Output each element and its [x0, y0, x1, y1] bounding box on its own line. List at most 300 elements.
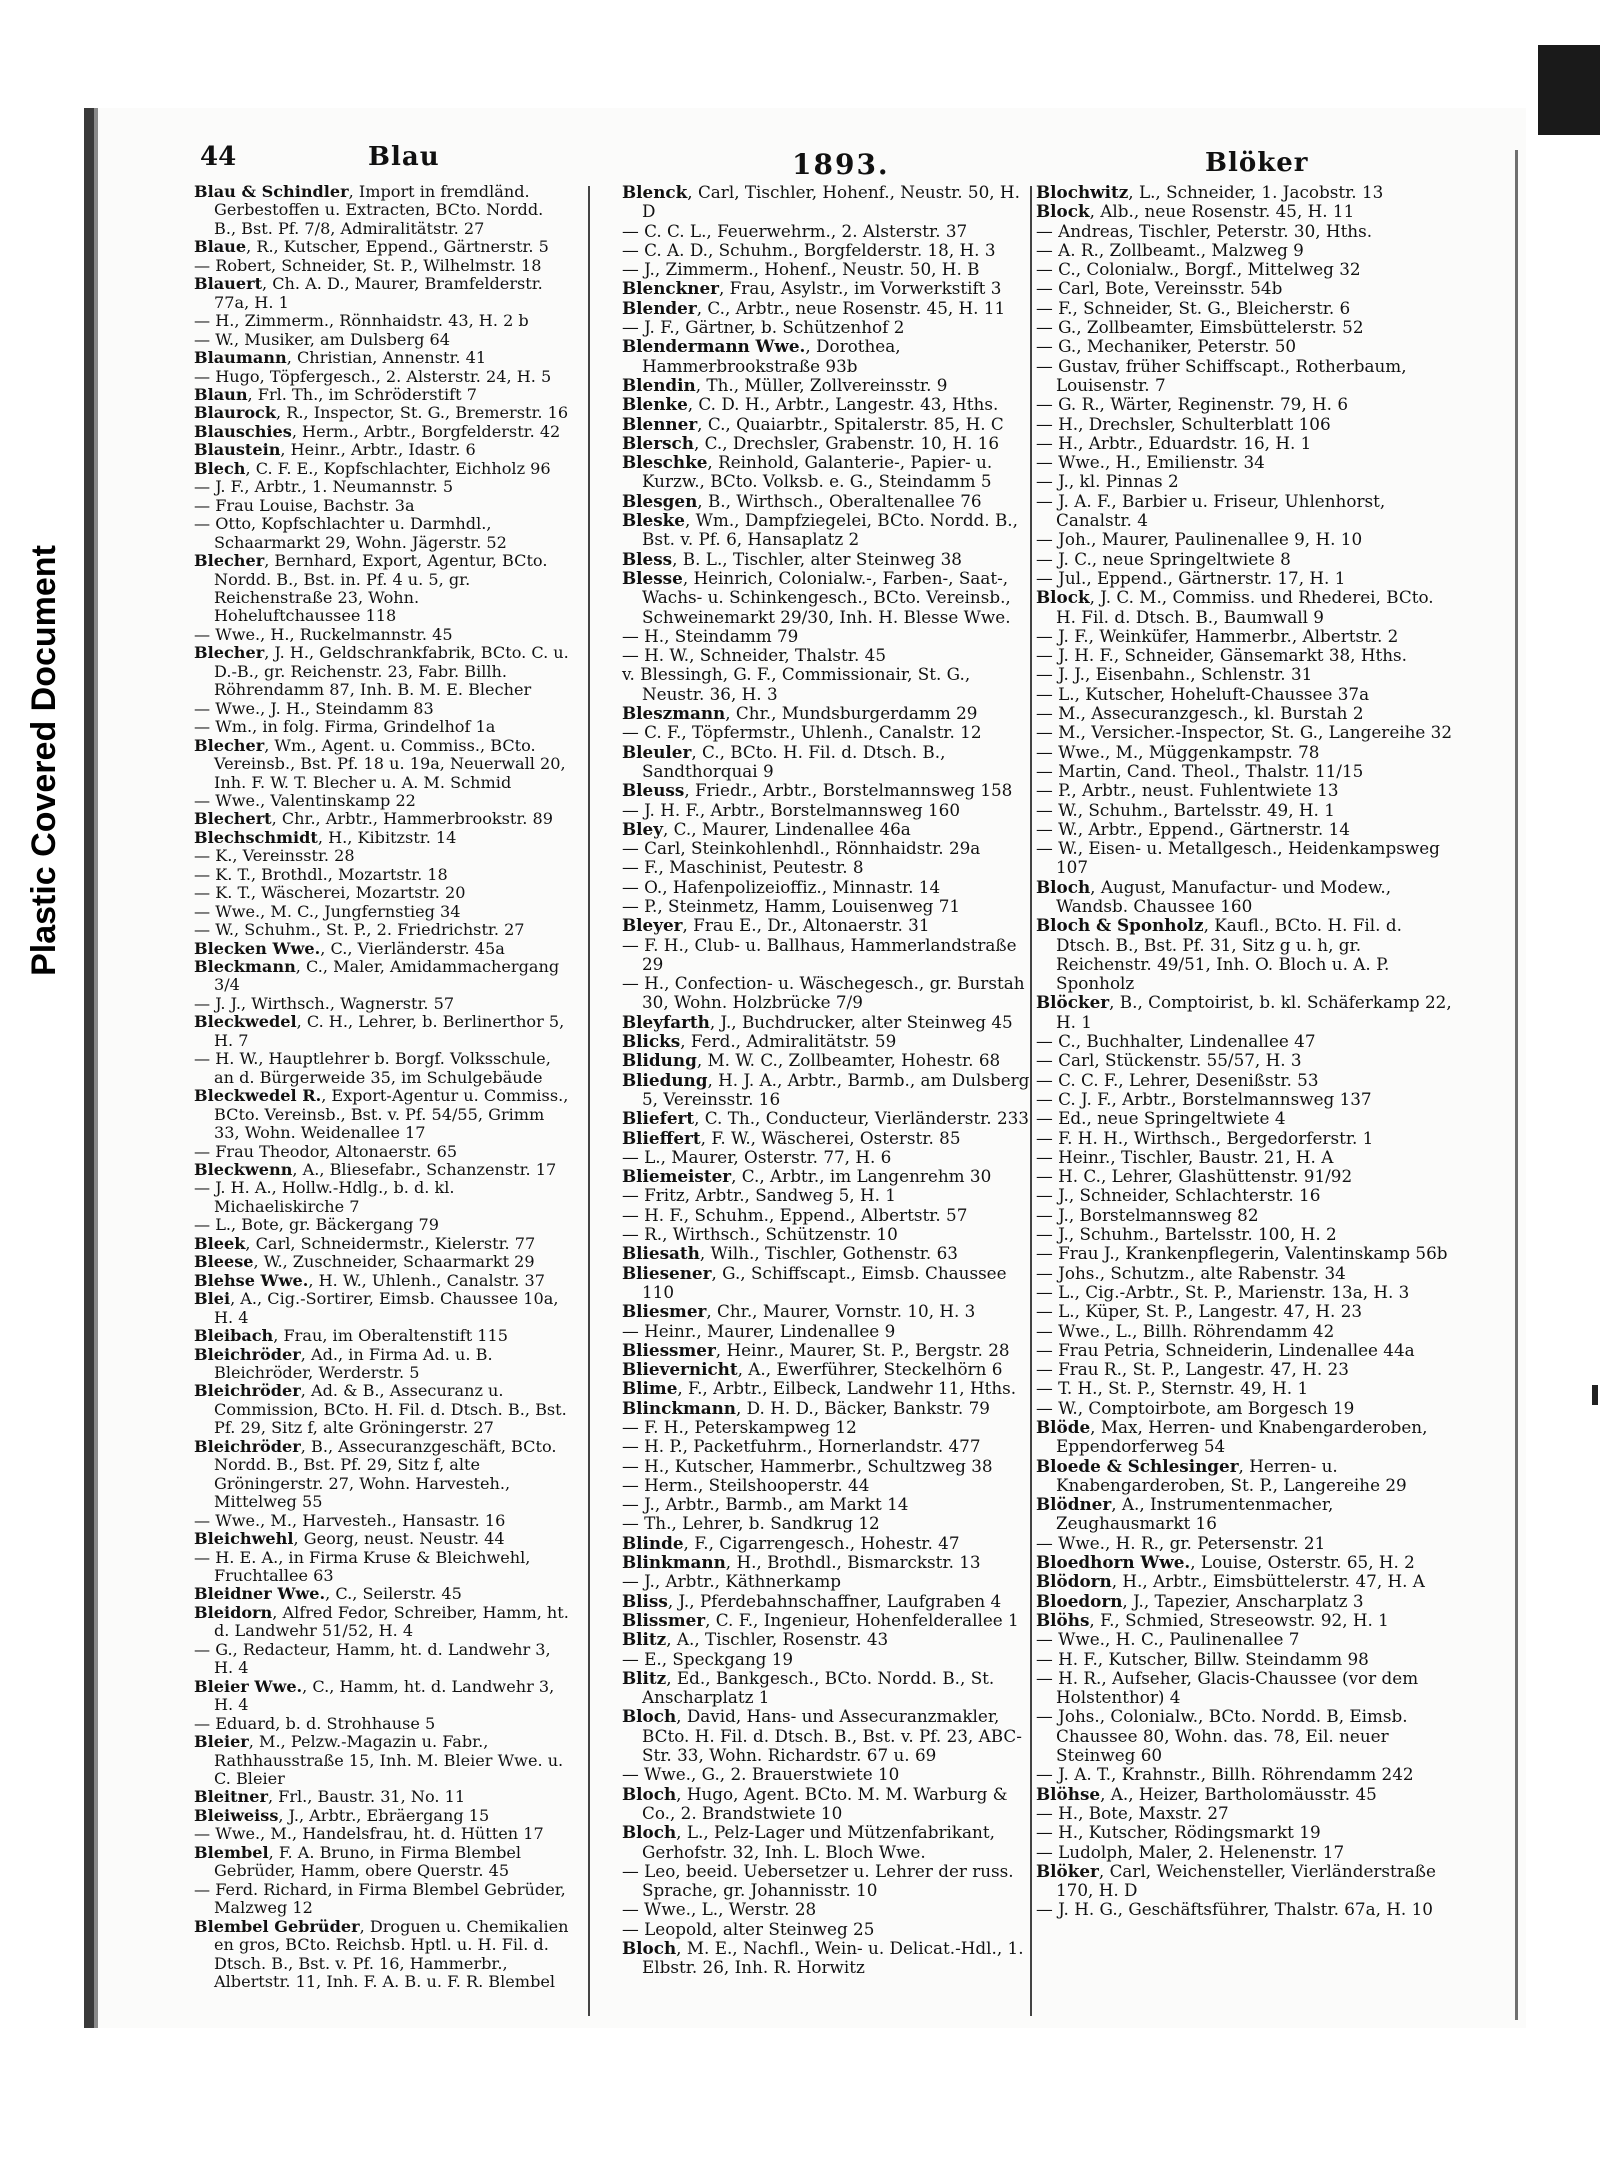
- directory-entry: Bloedhorn Wwe., Louise, Osterstr. 65, H. 2: [1036, 1552, 1415, 1573]
- entry-name: Blochwitz: [1036, 182, 1129, 202]
- directory-entry: Blöhs, F., Schmied, Streseowstr. 92, H. 1: [1036, 1609, 1389, 1630]
- directory-entry: Blecher, Wm., Agent. u. Commiss., BCto. Vereinsb., Bst. Pf. 18 u. 19a, Neuerwall 20, Inh. F. W. T. Blecher u. A. M. Schmid: [194, 735, 566, 792]
- directory-entry: Bloch, Hugo, Agent. BCto. M. M. Warburg & Co., 2. Brandstwiete 10: [622, 1783, 1008, 1823]
- directory-entry: — J. A. T., Krahnstr., Billh. Röhrendamm 242: [1036, 1764, 1414, 1785]
- right-running-head: Blöker: [1205, 148, 1309, 178]
- entry-name: Blöde: [1036, 1417, 1091, 1437]
- directory-entry: — F. H. H., Wirthsch., Bergedorferstr. 1: [1036, 1127, 1374, 1148]
- directory-entry: — G. R., Wärter, Reginenstr. 79, H. 6: [1036, 394, 1348, 415]
- directory-entry: — Johs., Colonialw., BCto. Nordd. B, Eimsb. Chaussee 80, Wohn. das. 78, Eil. neuer Steinweg 60: [1036, 1706, 1408, 1766]
- directory-entry: — C. A. D., Schuhm., Borgfelderstr. 18, H. 3: [622, 239, 996, 260]
- entry-name: Blaumann: [194, 348, 287, 368]
- directory-entry: v. Blessingh, G. F., Commissionair, St. G., Neustr. 36, H. 3: [622, 664, 971, 704]
- directory-entry: Bleichwehl, Georg, neust. Neustr. 44: [194, 1529, 505, 1549]
- entry-name: Bleidorn: [194, 1602, 273, 1622]
- directory-entry: Blender, C., Arbtr., neue Rosenstr. 45, H. 11: [622, 297, 1006, 318]
- directory-entry: — F., Schneider, St. G., Bleicherstr. 6: [1036, 297, 1351, 318]
- directory-entry: — Wwe., L., Werstr. 28: [622, 1899, 817, 1920]
- directory-entry: — J., Schneider, Schlachterstr. 16: [1036, 1185, 1321, 1206]
- directory-entry: — L., Maurer, Osterstr. 77, H. 6: [622, 1146, 892, 1167]
- directory-entry: — Ferd. Richard, in Firma Blembel Gebrüder, Malzweg 12: [194, 1879, 566, 1918]
- directory-entry: Bliessmer, Heinr., Maurer, St. P., Bergstr. 28: [622, 1339, 1010, 1360]
- directory-entry: Bleckwedel, C. H., Lehrer, b. Berlinerthor 5, H. 7: [194, 1012, 565, 1050]
- directory-entry: — Frau R., St. P., Langestr. 47, H. 23: [1036, 1359, 1349, 1380]
- entry-name: Bleckmann: [194, 957, 296, 977]
- directory-entry: Bliesath, Wilh., Tischler, Gothenstr. 63: [622, 1243, 958, 1264]
- directory-entry: — W., Eisen- u. Metallgesch., Heidenkampsweg 107: [1036, 838, 1440, 878]
- entry-name: Blaue: [194, 237, 247, 257]
- entry-name: Blissmer: [622, 1609, 706, 1630]
- directory-entry: Bleske, Wm., Dampfziegelei, BCto. Nordd. B., Bst. v. Pf. 6, Hansaplatz 2: [622, 510, 1018, 550]
- directory-entry: — K., Vereinsstr. 28: [194, 846, 355, 866]
- directory-entry: Blecher, J. H., Geldschrankfabrik, BCto. C. u. D.-B., gr. Reichenstr. 23, Fabr. Billh. Röhrendamm 87, Inh. B. M. E. Blecher: [194, 643, 569, 700]
- directory-entry: Blersch, C., Drechsler, Grabenstr. 10, H. 16: [622, 432, 1000, 453]
- directory-column-1: [194, 183, 570, 1991]
- entry-name: Blöker: [1036, 1860, 1099, 1881]
- entry-name: Blendin: [622, 374, 696, 395]
- entry-name: Blembel: [194, 1842, 269, 1862]
- directory-entry: Blembel, F. A. Bruno, in Firma Blembel Gebrüder, Hamm, obere Querstr. 45: [194, 1842, 522, 1881]
- directory-entry: Blödorn, H., Arbtr., Eimsbüttelerstr. 47, H. A: [1036, 1571, 1425, 1592]
- directory-entry: — L., Cig.-Arbtr., St. P., Marienstr. 13a, H. 3: [1036, 1281, 1410, 1302]
- directory-entry: Bleyer, Frau E., Dr., Altonaerstr. 31: [622, 915, 930, 936]
- directory-entry: Bleckwedel R., Export-Agentur u. Commiss., BCto. Vereinsb., Bst. v. Pf. 54/55, Grimm 33, Wohn. Weidenallee 17: [194, 1086, 569, 1143]
- entry-name: Bleiweiss: [194, 1805, 279, 1825]
- entry-name: Bless: [622, 548, 673, 569]
- entry-name: Blendermann Wwe.: [622, 336, 806, 357]
- directory-entry: — H. W., Hauptlehrer b. Borgf. Volksschule, an d. Bürgerweide 35, im Schulgebäude: [194, 1049, 551, 1087]
- entry-name: Bliemeister: [622, 1166, 732, 1187]
- entry-name: Block: [1036, 587, 1090, 608]
- entry-name: Bleidner Wwe.: [194, 1584, 326, 1604]
- directory-entry: — Carl, Steinkohlenhdl., Rönnhaidstr. 29a: [622, 838, 981, 859]
- page-header: [200, 142, 1309, 182]
- directory-entry: — J., Arbtr., Barmb., am Markt 14: [622, 1494, 909, 1515]
- directory-entry: Blitz, A., Tischler, Rosenstr. 43: [622, 1629, 889, 1650]
- directory-entry: Blei, A., Cig.-Sortirer, Eimsb. Chaussee 10a, H. 4: [194, 1289, 559, 1327]
- directory-entry: — Wwe., M., Handelsfrau, ht. d. Hütten 17: [194, 1824, 544, 1844]
- entry-name: Blidung: [622, 1050, 697, 1071]
- directory-entry: Bleidorn, Alfred Fedor, Schreiber, Hamm, ht. d. Landwehr 51/52, H. 4: [194, 1602, 569, 1641]
- entry-name: Bliesath: [622, 1243, 700, 1264]
- entry-name: Bleyer: [622, 915, 683, 936]
- entry-name: Bleichröder: [194, 1381, 301, 1401]
- directory-entry: — F. H., Peterskampweg 12: [622, 1417, 857, 1437]
- column-divider: [588, 186, 590, 2016]
- directory-entry: — F. H., Club- u. Ballhaus, Hammerlandstraße 29: [622, 934, 1017, 974]
- directory-entry: — G., Mechaniker, Peterstr. 50: [1036, 336, 1297, 357]
- plastic-covered-text: Plastic Covered Document: [24, 544, 63, 976]
- directory-entry: — J. J., Wirthsch., Wagnerstr. 57: [194, 993, 455, 1013]
- entry-name: Bleuler: [622, 741, 692, 762]
- directory-entry: — Frau J., Krankenpflegerin, Valentinskamp 56b: [1036, 1243, 1448, 1264]
- entry-name: Bloch: [622, 1783, 677, 1804]
- entry-name: Blecher: [194, 551, 265, 571]
- directory-entry: — H., Bote, Maxstr. 27: [1036, 1802, 1229, 1823]
- directory-entry: Bloch, M. E., Nachfl., Wein- u. Delicat.-Hdl., 1. Elbstr. 26, Inh. R. Horwitz: [622, 1938, 1024, 1978]
- directory-entry: — J., Schuhm., Bartelsstr. 100, H. 2: [1036, 1224, 1337, 1245]
- directory-entry: — J. F., Weinküfer, Hammerbr., Albertstr. 2: [1036, 625, 1399, 646]
- directory-entry: Blenckner, Frau, Asylstr., im Vorwerkstift 3: [622, 278, 1002, 299]
- directory-entry: — C., Colonialw., Borgf., Mittelweg 32: [1036, 259, 1361, 280]
- entry-name: Bleszmann: [622, 703, 726, 724]
- entry-name: Blieffert: [622, 1127, 701, 1148]
- directory-entry: — Wwe., M., Harvesteh., Hansastr. 16: [194, 1510, 506, 1530]
- entry-name: Bleschke: [622, 452, 708, 473]
- page-number: 44: [200, 142, 237, 172]
- directory-entry: Blecken Wwe., C., Vierländerstr. 45a: [194, 938, 505, 958]
- directory-entry: — W., Arbtr., Eppend., Gärtnerstr. 14: [1036, 818, 1350, 839]
- directory-entry: Bleckmann, C., Maler, Amidammachergang 3/4: [194, 957, 560, 995]
- directory-entry: — Carl, Bote, Vereinsstr. 54b: [1036, 278, 1283, 299]
- directory-entry: Blissmer, C. F., Ingenieur, Hohenfelderallee 1: [622, 1609, 1019, 1630]
- directory-entry: — G., Redacteur, Hamm, ht. d. Landwehr 3, H. 4: [194, 1639, 551, 1678]
- entry-name: Blecher: [194, 643, 265, 663]
- entry-name: Bloch: [622, 1822, 677, 1843]
- year-heading: 1893.: [792, 148, 890, 181]
- directory-entry: Blechschmidt, H., Kibitzstr. 14: [194, 827, 457, 847]
- directory-entry: Bliesener, G., Schiffscapt., Eimsb. Chaussee 110: [622, 1262, 1007, 1302]
- entry-name: Blesse: [622, 567, 683, 588]
- directory-entry: Blenke, C. D. H., Arbtr., Langestr. 43, Hths.: [622, 394, 999, 415]
- directory-entry: — Joh., Maurer, Paulinenallee 9, H. 10: [1036, 529, 1363, 550]
- entry-name: Blecken Wwe.: [194, 938, 321, 958]
- directory-entry: — Andreas, Tischler, Peterstr. 30, Hths.: [1036, 220, 1373, 241]
- directory-entry: — H. F., Schuhm., Eppend., Albertstr. 57: [622, 1204, 968, 1225]
- directory-entry: — H., Zimmerm., Rönnhaidstr. 43, H. 2 b: [194, 311, 529, 331]
- entry-name: Blauschies: [194, 421, 292, 441]
- directory-entry: — Heinr., Tischler, Baustr. 21, H. A: [1036, 1146, 1334, 1167]
- directory-entry: — G., Zollbeamter, Eimsbüttelerstr. 52: [1036, 317, 1364, 338]
- directory-entry: — Wwe., M., Müggenkampstr. 78: [1036, 741, 1320, 762]
- directory-entry: Bleier, M., Pelzw.-Magazin u. Fabr., Rathhausstraße 15, Inh. M. Bleier Wwe. u. C. Bleier: [194, 1732, 564, 1788]
- directory-entry: Bleek, Carl, Schneidermstr., Kielerstr. 77: [194, 1233, 536, 1253]
- directory-entry: — H., Kutscher, Rödingsmarkt 19: [1036, 1822, 1321, 1843]
- directory-entry: Bloedorn, J., Tapezier, Anscharplatz 3: [1036, 1590, 1364, 1611]
- directory-entry: — L., Kutscher, Hoheluft-Chaussee 37a: [1036, 683, 1370, 704]
- directory-entry: — L., Küper, St. P., Langestr. 47, H. 23: [1036, 1301, 1363, 1322]
- entry-name: Blech: [194, 458, 246, 478]
- directory-entry: — Johs., Schutzm., alte Rabenstr. 34: [1036, 1262, 1346, 1283]
- directory-column-2: [622, 183, 1034, 1978]
- entry-name: Blei: [194, 1289, 231, 1309]
- directory-entry: — Carl, Stückenstr. 55/57, H. 3: [1036, 1050, 1302, 1071]
- directory-entry: Bleckwenn, A., Bliesefabr., Schanzenstr. 17: [194, 1160, 557, 1180]
- directory-entry: — Wwe., G., 2. Brauerstwiete 10: [622, 1764, 900, 1785]
- directory-entry: Bleichröder, Ad. & B., Assecuranz u. Commission, BCto. H. Fil. d. Dtsch. B., Bst. Pf. 29, Sitz f, alte Gröningerstr. 27: [194, 1381, 567, 1438]
- entry-name: Bleitner: [194, 1787, 268, 1807]
- entry-name: Bloedorn: [1036, 1590, 1123, 1611]
- directory-entry: — Ludolph, Maler, 2. Helenenstr. 17: [1036, 1841, 1345, 1862]
- entry-name: Bleske: [622, 510, 685, 531]
- entry-name: Bloch: [1036, 876, 1091, 897]
- directory-entry: — Ed., neue Springeltwiete 4: [1036, 1108, 1286, 1129]
- directory-entry: — Martin, Cand. Theol., Thalstr. 11/15: [1036, 760, 1364, 781]
- entry-name: Bleier Wwe.: [194, 1676, 303, 1696]
- entry-name: Blinde: [622, 1532, 684, 1553]
- directory-entry: Blaustein, Heinr., Arbtr., Idastr. 6: [194, 440, 476, 460]
- entry-name: Bleichröder: [194, 1344, 301, 1364]
- directory-entry: — Wwe., H., Ruckelmannstr. 45: [194, 624, 453, 644]
- directory-entry: — J., Arbtr., Käthnerkamp: [622, 1571, 842, 1592]
- directory-entry: — K. T., Brothdl., Mozartstr. 18: [194, 864, 448, 884]
- entry-name: Blecher: [194, 735, 265, 755]
- entry-name: Bliesener: [622, 1262, 712, 1283]
- directory-entry: — H. C., Lehrer, Glashüttenstr. 91/92: [1036, 1166, 1353, 1187]
- entry-name: Bliss: [622, 1590, 668, 1611]
- directory-entry: Bleuler, C., BCto. H. Fil. d. Dtsch. B., Sandthorquai 9: [622, 741, 946, 781]
- directory-entry: — A. R., Zollbeamt., Malzweg 9: [1036, 239, 1304, 260]
- entry-name: Blehse Wwe.: [194, 1270, 309, 1290]
- directory-entry: — Frau Petria, Schneiderin, Lindenallee 44a: [1036, 1339, 1415, 1360]
- entry-name: Blicks: [622, 1031, 681, 1052]
- entry-name: Blinkmann: [622, 1552, 726, 1573]
- directory-entry: — W., Schuhm., St. P., 2. Friedrichstr. 27: [194, 920, 525, 940]
- directory-entry: Bloch, L., Pelz-Lager und Mützenfabrikant, Gerhofstr. 32, Inh. L. Bloch Wwe.: [622, 1822, 995, 1862]
- directory-entry: — W., Schuhm., Bartelsstr. 49, H. 1: [1036, 799, 1335, 820]
- directory-entry: — J., Borstelmannsweg 82: [1036, 1204, 1259, 1225]
- directory-entry: — Wwe., H., Emilienstr. 34: [1036, 452, 1265, 473]
- directory-entry: Blidung, M. W. C., Zollbeamter, Hohestr. 68: [622, 1050, 1001, 1071]
- directory-entry: — Wwe., Valentinskamp 22: [194, 790, 416, 810]
- left-running-head: Blau: [368, 142, 440, 172]
- directory-entry: Blinkmann, H., Brothdl., Bismarckstr. 13: [622, 1552, 981, 1573]
- entry-name: Bloedhorn Wwe.: [1036, 1552, 1191, 1573]
- directory-entry: — H., Steindamm 79: [622, 625, 799, 646]
- directory-entry: Blime, F., Arbtr., Eilbeck, Landwehr 11, Hths.: [622, 1378, 1017, 1399]
- directory-entry: — Herm., Steilshooperstr. 44: [622, 1474, 870, 1495]
- entry-name: Bliessmer: [622, 1339, 716, 1360]
- directory-entry: Bliefert, C. Th., Conducteur, Vierländerstr. 233: [622, 1108, 1029, 1129]
- directory-entry: Blenner, C., Quaiarbtr., Spitalerstr. 85, H. C: [622, 413, 1004, 434]
- directory-entry: — F., Maschinist, Peutestr. 8: [622, 857, 864, 878]
- directory-entry: — Leopold, alter Steinweg 25: [622, 1918, 875, 1939]
- entry-name: Blembel Gebrüder: [194, 1916, 360, 1936]
- directory-entry: Bleiweiss, J., Arbtr., Ebräergang 15: [194, 1805, 490, 1825]
- directory-entry: — C. C. F., Lehrer, Desenißstr. 53: [1036, 1069, 1319, 1090]
- entry-name: Bloede & Schlesinger: [1036, 1455, 1239, 1476]
- entry-name: Blitz: [622, 1629, 667, 1650]
- directory-entry: — Robert, Schneider, St. P., Wilhelmstr. 18: [194, 255, 542, 275]
- directory-entry: — Th., Lehrer, b. Sandkrug 12: [622, 1513, 880, 1534]
- entry-name: Bloch: [622, 1938, 677, 1959]
- directory-entry: Blitz, Ed., Bankgesch., BCto. Nordd. B., St. Anscharplatz 1: [622, 1667, 995, 1708]
- directory-entry: Blochwitz, L., Schneider, 1. Jacobstr. 13: [1036, 182, 1384, 202]
- entry-name: Bleibach: [194, 1326, 274, 1346]
- directory-entry: Blöcker, B., Comptoirist, b. kl. Schäferkamp 22, H. 1: [1036, 992, 1452, 1032]
- directory-entry: — M., Assecuranzgesch., kl. Burstah 2: [1036, 703, 1364, 724]
- directory-entry: Bleszmann, Chr., Mundsburgerdamm 29: [622, 703, 978, 724]
- entry-name: Bloch: [622, 1706, 677, 1727]
- directory-entry: Block, Alb., neue Rosenstr. 45, H. 11: [1036, 201, 1355, 222]
- directory-entry: — C. F., Töpfermstr., Uhlenh., Canalstr. 12: [622, 722, 982, 743]
- entry-name: Bleuss: [622, 780, 685, 801]
- directory-entry: Blehse Wwe., H. W., Uhlenh., Canalstr. 37: [194, 1270, 545, 1290]
- directory-entry: Blicks, Ferd., Admiralitätstr. 59: [622, 1031, 897, 1052]
- directory-entry: Blaun, Frl. Th., im Schröderstift 7: [194, 384, 477, 404]
- entry-name: Bliedung: [622, 1069, 708, 1090]
- directory-entry: Blieffert, F. W., Wäscherei, Osterstr. 85: [622, 1127, 961, 1148]
- directory-entry: — H. E. A., in Firma Kruse & Bleichwehl, Fruchtallee 63: [194, 1547, 531, 1585]
- directory-entry: — J. H. A., Hollw.-Hdlg., b. d. kl. Michaeliskirche 7: [194, 1178, 455, 1216]
- directory-entry: — C. C. L., Feuerwehrm., 2. Alsterstr. 37: [622, 220, 968, 241]
- directory-entry: — T. H., St. P., Sternstr. 49, H. 1: [1036, 1378, 1309, 1399]
- entry-name: Blau & Schindler: [194, 182, 349, 201]
- directory-entry: Blödner, A., Instrumentenmacher, Zeughausmarkt 16: [1036, 1494, 1334, 1534]
- directory-entry: — J. A. F., Barbier u. Friseur, Uhlenhorst, Canalstr. 4: [1036, 490, 1386, 531]
- plastic-covered-label: [14, 480, 74, 1040]
- directory-entry: Blembel Gebrüder, Droguen u. Chemikalien en gros, BCto. Reichsb. Hptl. u. H. Fil. d. Dtsch. B., Bst. v. Pf. 16, Hammerbr., Albertstr. 11, Inh. F. A. B. u. F. R. Blembel: [194, 1916, 569, 1991]
- directory-entry: Blechert, Chr., Arbtr., Hammerbrookstr. 89: [194, 809, 554, 829]
- directory-entry: Bliedung, H. J. A., Arbtr., Barmb., am Dulsberg 5, Vereinsstr. 16: [622, 1069, 1030, 1109]
- directory-entry: Bliemeister, C., Arbtr., im Langenrehm 30: [622, 1166, 992, 1187]
- entry-name: Bleichwehl: [194, 1529, 294, 1549]
- entry-name: Blöcker: [1036, 992, 1110, 1013]
- directory-entry: — J. C., neue Springeltwiete 8: [1036, 548, 1291, 569]
- directory-entry: — W., Comptoirbote, am Borgesch 19: [1036, 1397, 1355, 1418]
- directory-entry: — Otto, Kopfschlachter u. Darmhdl., Schaarmarkt 29, Wohn. Jägerstr. 52: [194, 514, 507, 552]
- entry-name: Blime: [622, 1378, 678, 1399]
- entry-name: Blauert: [194, 274, 262, 294]
- directory-entry: Bloede & Schlesinger, Herren- u. Knabengarderoben, St. P., Langereihe 29: [1036, 1455, 1407, 1495]
- directory-entry: — H. R., Aufseher, Glacis-Chaussee (vor dem Holstenthor) 4: [1036, 1667, 1419, 1708]
- entry-name: Bley: [622, 818, 663, 839]
- entry-name: Bliefert: [622, 1108, 695, 1129]
- entry-name: Blersch: [622, 432, 694, 453]
- entry-name: Blöhs: [1036, 1609, 1090, 1630]
- directory-entry: — C. J. F., Arbtr., Borstelmannsweg 137: [1036, 1088, 1372, 1109]
- entry-name: Blenke: [622, 394, 688, 415]
- directory-entry: — H., Confection- u. Wäschegesch., gr. Burstah 30, Wohn. Holzbrücke 7/9: [622, 973, 1025, 1013]
- directory-entry: Bleschke, Reinhold, Galanterie-, Papier- u. Kurzw., BCto. Volksb. e. G., Steindamm 5: [622, 452, 993, 492]
- directory-entry: — J. H. F., Arbtr., Borstelmannsweg 160: [622, 799, 961, 820]
- directory-entry: Blaurock, R., Inspector, St. G., Bremerstr. 16: [194, 403, 569, 423]
- directory-entry: Bliss, J., Pferdebahnschaffner, Laufgraben 4: [622, 1590, 1002, 1611]
- directory-entry: — Wwe., J. H., Steindamm 83: [194, 698, 434, 718]
- directory-entry: Bleese, W., Zuschneider, Schaarmarkt 29: [194, 1252, 535, 1272]
- directory-entry: Bloch, David, Hans- und Assecuranzmakler, BCto. H. Fil. d. Dtsch. B., Bst. v. Pf. 23, ABC-Str. 33, Wohn. Richardstr. 67 u. 69: [622, 1706, 1022, 1766]
- directory-entry: — J. F., Gärtner, b. Schützenhof 2: [622, 317, 905, 338]
- directory-entry: — O., Hafenpolizeioffiz., Minnastr. 14: [622, 876, 941, 897]
- directory-entry: — H., Kutscher, Hammerbr., Schultzweg 38: [622, 1455, 993, 1476]
- directory-entry: — Wwe., L., Billh. Röhrendamm 42: [1036, 1320, 1335, 1341]
- directory-entry: — P., Arbtr., neust. Fuhlentwiete 13: [1036, 780, 1339, 801]
- directory-entry: Blendermann Wwe., Dorothea, Hammerbrookstraße 93b: [622, 336, 901, 376]
- scanner-black-edge: [1538, 45, 1600, 135]
- directory-entry: — H. F., Kutscher, Billw. Steindamm 98: [1036, 1648, 1369, 1669]
- directory-entry: — H., Arbtr., Eduardstr. 16, H. 1: [1036, 432, 1312, 453]
- directory-entry: Blaumann, Christian, Annenstr. 41: [194, 348, 487, 368]
- directory-entry: — J., Zimmerm., Hohenf., Neustr. 50, H. B: [622, 259, 980, 280]
- directory-entry: Blinckmann, D. H. D., Bäcker, Bankstr. 79: [622, 1397, 990, 1418]
- directory-entry: — H. W., Schneider, Thalstr. 45: [622, 645, 886, 666]
- entry-name: Bloch & Sponholz: [1036, 915, 1204, 936]
- directory-entry: — Fritz, Arbtr., Sandweg 5, H. 1: [622, 1185, 896, 1206]
- directory-entry: Blesse, Heinrich, Colonialw.-, Farben-, Saat-, Wachs- u. Schinkengesch., BCto. Vereinsb., Schweinemarkt 29/30, Inh. H. Blesse Wwe.: [622, 567, 1011, 627]
- directory-entry: Blinde, F., Cigarrengesch., Hohestr. 47: [622, 1532, 960, 1553]
- entry-name: Block: [1036, 201, 1090, 222]
- directory-entry: Blöhse, A., Heizer, Bartholomäusstr. 45: [1036, 1783, 1377, 1804]
- entry-name: Blechert: [194, 809, 272, 829]
- directory-entry: — Wwe., M. C., Jungfernstieg 34: [194, 901, 461, 921]
- directory-entry: — J. H. G., Geschäftsführer, Thalstr. 67a, H. 10: [1036, 1899, 1433, 1920]
- directory-entry: Bleuss, Friedr., Arbtr., Borstelmannsweg 158: [622, 780, 1013, 801]
- directory-entry: Bloch & Sponholz, Kaufl., BCto. H. Fil. d. Dtsch. B., Bst. Pf. 31, Sitz g u. h, gr. Reichenstr. 49/51, Inh. O. Bloch u. A. P. Sponholz: [1036, 915, 1402, 994]
- directory-entry: — Leo, beeid. Uebersetzer u. Lehrer der russ. Sprache, gr. Johannisstr. 10: [622, 1860, 1014, 1901]
- directory-entry: — M., Versicher.-Inspector, St. G., Langereihe 32: [1036, 722, 1453, 743]
- directory-entry: — Wwe., H. C., Paulinenallee 7: [1036, 1629, 1300, 1650]
- directory-entry: — E., Speckgang 19: [622, 1648, 794, 1669]
- entry-name: Blinckmann: [622, 1397, 737, 1418]
- scan-speck: [1592, 1385, 1598, 1405]
- directory-entry: — Wm., in folg. Firma, Grindelhof 1a: [194, 717, 496, 737]
- entry-name: Bleckwedel: [194, 1012, 297, 1032]
- entry-name: Bleichröder: [194, 1436, 301, 1456]
- entry-name: Blenner: [622, 413, 698, 434]
- entry-name: Bleckwedel R.: [194, 1086, 322, 1106]
- directory-entry: — Heinr., Maurer, Lindenallee 9: [622, 1320, 896, 1341]
- directory-entry: Bleibach, Frau, im Oberaltenstift 115: [194, 1326, 509, 1346]
- entry-name: Blöhse: [1036, 1783, 1101, 1804]
- entry-name: Blödner: [1036, 1494, 1112, 1515]
- directory-entry: Blauert, Ch. A. D., Maurer, Bramfelderstr. 77a, H. 1: [194, 274, 543, 312]
- directory-entry: Block, J. C. M., Commiss. und Rhederei, BCto. H. Fil. d. Dtsch. B., Baumwall 9: [1036, 587, 1434, 627]
- directory-entry: Blendin, Th., Müller, Zollvereinsstr. 9: [622, 374, 948, 395]
- directory-entry: — L., Bote, gr. Bäckergang 79: [194, 1215, 440, 1235]
- directory-entry: Bleyfarth, J., Buchdrucker, alter Steinweg 45: [622, 1011, 1013, 1032]
- directory-entry: Blau & Schindler, Import in fremdländ. Gerbestoffen u. Extracten, BCto. Nordd. B., Bst. Pf. 7/8, Admiralitätstr. 27: [194, 182, 544, 238]
- entry-name: Blechschmidt: [194, 827, 318, 847]
- directory-entry: — K. T., Wäscherei, Mozartstr. 20: [194, 883, 466, 903]
- directory-entry: — J. F., Arbtr., 1. Neumannstr. 5: [194, 477, 454, 497]
- entry-name: Bleckwenn: [194, 1160, 293, 1180]
- directory-entry: Bleichröder, Ad., in Firma Ad. u. B. Bleichröder, Werderstr. 5: [194, 1344, 493, 1382]
- directory-entry: — Gustav, früher Schiffscapt., Rotherbaum, Louisenstr. 7: [1036, 355, 1407, 395]
- entry-name: Bleier: [194, 1732, 249, 1752]
- directory-entry: — H. P., Packetfuhrm., Hornerlandstr. 477: [622, 1436, 981, 1457]
- entry-name: Bliesmer: [622, 1301, 707, 1322]
- entry-name: Blaun: [194, 384, 248, 404]
- entry-name: Blievernicht: [622, 1359, 738, 1380]
- directory-entry: — Eduard, b. d. Strohhause 5: [194, 1713, 436, 1733]
- directory-entry: — Frau Theodor, Altonaerstr. 65: [194, 1141, 458, 1161]
- directory-entry: Blievernicht, A., Ewerführer, Steckelhörn 6: [622, 1359, 1003, 1380]
- directory-entry: Blauschies, Herm., Arbtr., Borgfelderstr. 42: [194, 421, 561, 441]
- directory-entry: — J., kl. Pinnas 2: [1036, 471, 1179, 492]
- directory-entry: Bleichröder, B., Assecuranzgeschäft, BCto. Nordd. B., Bst. Pf. 29, Sitz f, alte Gröningerstr. 27, Wohn. Harvesteh., Mittelweg 55: [194, 1436, 557, 1512]
- page-edge: [1515, 150, 1518, 2020]
- entry-name: Blenck: [622, 182, 688, 202]
- directory-entry: Bleidner Wwe., C., Seilerstr. 45: [194, 1584, 462, 1604]
- directory-entry: — J. H. F., Schneider, Gänsemarkt 38, Hths.: [1036, 645, 1407, 666]
- directory-entry: — R., Wirthsch., Schützenstr. 10: [622, 1224, 898, 1245]
- directory-entry: — Hugo, Töpfergesch., 2. Alsterstr. 24, H. 5: [194, 366, 552, 386]
- entry-name: Bleese: [194, 1252, 254, 1272]
- directory-entry: — Frau Louise, Bachstr. 3a: [194, 495, 415, 515]
- directory-entry: Blaue, R., Kutscher, Eppend., Gärtnerstr. 5: [194, 237, 549, 257]
- directory-entry: Blöker, Carl, Weichensteller, Vierländerstraße 170, H. D: [1036, 1860, 1436, 1901]
- directory-entry: — H., Drechsler, Schulterblatt 106: [1036, 413, 1331, 434]
- entry-name: Bleyfarth: [622, 1011, 710, 1032]
- entry-name: Blesgen: [622, 490, 698, 511]
- directory-entry: — W., Musiker, am Dulsberg 64: [194, 329, 451, 349]
- directory-entry: Bless, B. L., Tischler, alter Steinweg 38: [622, 548, 962, 569]
- directory-entry: — Jul., Eppend., Gärtnerstr. 17, H. 1: [1036, 567, 1346, 588]
- directory-entry: Bloch, August, Manufactur- und Modew., Wandsb. Chaussee 160: [1036, 876, 1392, 916]
- entry-name: Blaurock: [194, 403, 277, 423]
- entry-name: Blender: [622, 297, 697, 318]
- directory-entry: Blöde, Max, Herren- und Knabengarderoben, Eppendorferweg 54: [1036, 1417, 1428, 1457]
